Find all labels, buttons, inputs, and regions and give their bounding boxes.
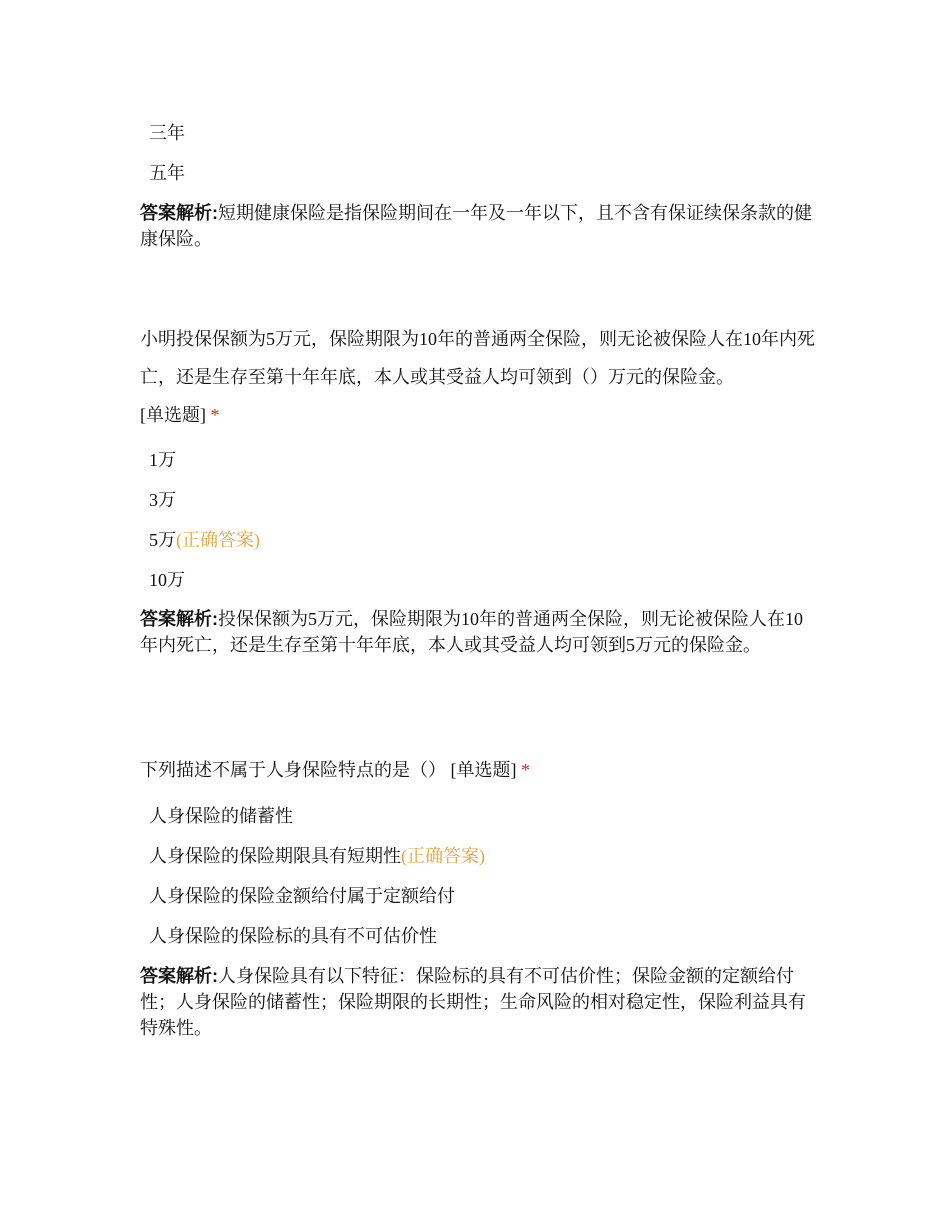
question-text: 下列描述不属于人身保险特点的是（）	[140, 760, 446, 780]
required-mark: *	[210, 405, 220, 425]
q2-option-a[interactable]	[140, 450, 815, 470]
question-type: [单选题]	[450, 760, 517, 780]
option-label: 人身保险的保险标的具有不可估价性	[149, 926, 437, 946]
q3-option-a[interactable]	[140, 806, 815, 826]
option-label: 人身保险的保险金额给付属于定额给付	[149, 886, 455, 906]
q2-question	[140, 320, 815, 434]
q2-option-c[interactable]	[140, 530, 815, 550]
analysis-text: 投保保额为5万元，保险期限为10年的普通两全保险，则无论被保险人在10年内死亡，还是生存至第十年年底，本人或其受益人均可领到5万元的保险金。	[140, 609, 803, 655]
question-type: [单选题]	[140, 405, 206, 425]
analysis-label: 答案解析:	[140, 609, 218, 629]
q3-option-b[interactable]	[140, 846, 815, 866]
q1-option-b[interactable]	[140, 163, 815, 183]
analysis-label: 答案解析:	[140, 203, 218, 223]
required-mark: *	[521, 760, 530, 780]
option-label: 10万	[149, 570, 185, 590]
option-label: 1万	[149, 450, 176, 470]
analysis-text: 人身保险具有以下特征：保险标的具有不可估价性；保险金额的定额给付性；人身保险的储蓄性；保险期限的长期性；生命风险的相对稳定性，保险利益具有特殊性。	[140, 966, 806, 1038]
q3-question	[140, 751, 815, 789]
q1-analysis	[140, 200, 815, 252]
q3-option-c[interactable]	[140, 886, 815, 906]
q1-option-a[interactable]	[140, 123, 815, 143]
q2-option-d[interactable]	[140, 570, 815, 590]
option-label: 5万	[149, 530, 176, 550]
option-label: 三年	[149, 123, 185, 143]
q3-analysis	[140, 963, 815, 1041]
option-label: 人身保险的储蓄性	[149, 806, 293, 826]
correct-answer-mark: (正确答案)	[176, 530, 260, 550]
question-text: 小明投保保额为5万元，保险期限为10年的普通两全保险，则无论被保险人在10年内死亡，还是生存至第十年年底，本人或其受益人均可领到（）万元的保险金。	[140, 329, 815, 387]
correct-answer-mark: (正确答案)	[401, 846, 485, 866]
q2-analysis	[140, 606, 815, 658]
option-label: 3万	[149, 490, 176, 510]
analysis-label: 答案解析:	[140, 966, 218, 986]
q2-option-b[interactable]	[140, 490, 815, 510]
q3-option-d[interactable]	[140, 926, 815, 946]
option-label: 人身保险的保险期限具有短期性	[149, 846, 401, 866]
analysis-text: 短期健康保险是指保险期间在一年及一年以下，且不含有保证续保条款的健康保险。	[140, 203, 812, 249]
option-label: 五年	[149, 163, 185, 183]
